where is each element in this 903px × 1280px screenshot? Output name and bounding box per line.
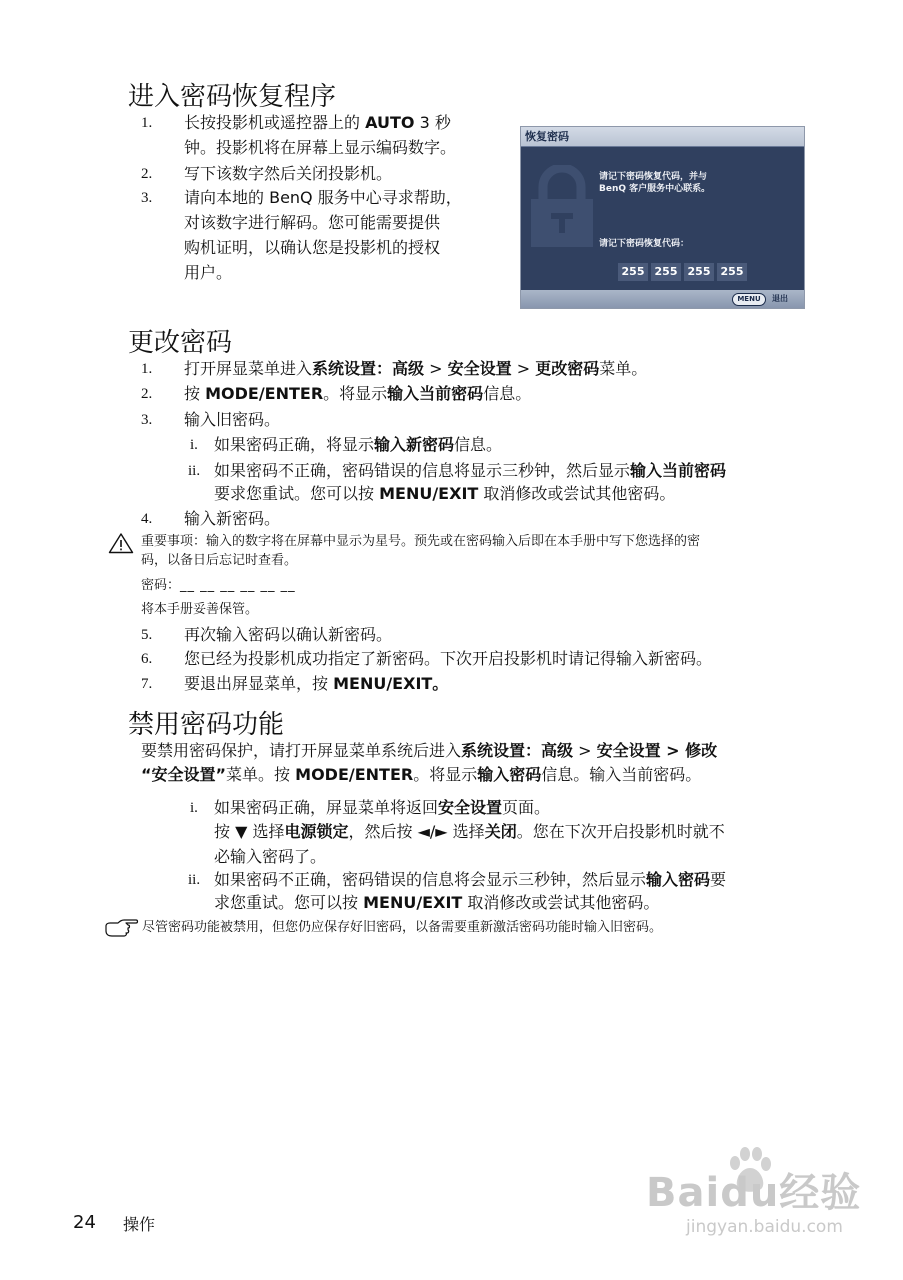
list-number: 4. [141, 511, 153, 527]
section-title-disable-password: 禁用密码功能 [128, 710, 285, 740]
sub-list-item: 如果密码正确，屏显菜单将返回安全设置页面。 [214, 798, 551, 817]
list-number: 3. [141, 412, 153, 428]
intro-line2: “安全设置”菜单。按 MODE/ENTER。将显示输入密码信息。输入当前密码。 [141, 765, 702, 784]
osd-divider [521, 146, 804, 147]
sub-list-item-continued: 必输入密码了。 [214, 847, 327, 866]
osd-code-4: 255 [717, 263, 747, 281]
sub-list-number: ii. [188, 463, 201, 479]
section-title-password-recovery: 进入密码恢复程序 [128, 82, 337, 112]
list-item: 输入旧密码。 [184, 410, 281, 429]
list-number: 7. [141, 676, 153, 692]
sub-list-number: ii. [188, 872, 201, 888]
osd-footer [521, 290, 804, 308]
osd-exit-label: 退出 [772, 294, 788, 303]
warning-icon [108, 532, 134, 554]
sub-list-item: 如果密码不正确，密码错误的信息将显示三秒钟，然后显示输入当前密码 [214, 461, 727, 480]
list-number: 1. [141, 361, 153, 377]
warning-text-line1: 重要事项：输入的数字将在屏幕中显示为星号。预先或在密码输入后即在本手册中写下您选择的密 [141, 534, 701, 549]
list-number: 2. [141, 166, 153, 182]
osd-code-label: 请记下密码恢复代码： [599, 239, 690, 249]
list-item: 按 MODE/ENTER。将显示输入当前密码信息。 [184, 384, 532, 403]
section-title-change-password: 更改密码 [128, 328, 233, 358]
list-item: 再次输入密码以确认新密码。 [184, 625, 393, 644]
list-number: 1. [141, 115, 153, 131]
keep-manual-note: 将本手册妥善保管。 [141, 602, 259, 617]
list-item: 打开屏显菜单进入系统设置：高级 > 安全设置 > 更改密码菜单。 [184, 359, 648, 378]
watermark-brand: Baidu经验 [646, 1170, 862, 1216]
list-item-continued: 对该数字进行解码。您可能需要提供 [184, 213, 441, 232]
password-write-field: 密码：__ __ __ __ __ __ [141, 578, 296, 593]
list-item-continued: 购机证明，以确认您是投影机的授权 [184, 238, 441, 257]
footer-section-name: 操作 [123, 1215, 156, 1234]
sub-list-item-continued: 求您重试。您可以按 MENU/EXIT 取消修改或尝试其他密码。 [214, 893, 660, 912]
sub-list-number: i. [190, 437, 198, 453]
list-item: 请向本地的 BenQ 服务中心寻求帮助， [184, 188, 462, 207]
sub-list-item: 如果密码不正确，密码错误的信息将会显示三秒钟，然后显示输入密码要 [214, 870, 727, 889]
sub-list-item-continued: 要求您重试。您可以按 MENU/EXIT 取消修改或尝试其他密码。 [214, 484, 676, 503]
osd-message-line2: BenQ 客户服务中心联系。 [599, 184, 711, 194]
list-item: 写下该数字然后关闭投影机。 [184, 164, 393, 183]
osd-code-1: 255 [618, 263, 648, 281]
intro-line1: 要禁用密码保护，请打开屏显菜单系统后进入系统设置：高级 > 安全设置 > 修改 [141, 741, 718, 760]
osd-code-2: 255 [651, 263, 681, 281]
osd-title: 恢复密码 [521, 127, 804, 146]
osd-message-line1: 请记下密码恢复代码，并与 [599, 172, 708, 182]
list-number: 5. [141, 627, 153, 643]
watermark-url: jingyan.baidu.com [686, 1217, 843, 1237]
list-item: 您已经为投影机成功指定了新密码。下次开启投影机时请记得输入新密码。 [184, 649, 713, 668]
list-number: 6. [141, 651, 153, 667]
list-item: 输入新密码。 [184, 509, 281, 528]
sub-list-number: i. [190, 800, 198, 816]
note-text: 尽管密码功能被禁用，但您仍应保存好旧密码，以备需要重新激活密码功能时输入旧密码。 [142, 920, 663, 935]
list-item-continued: 用户。 [184, 263, 233, 282]
list-number: 3. [141, 190, 153, 206]
page-number: 24 [73, 1212, 96, 1233]
osd-code-3: 255 [684, 263, 714, 281]
list-item-continued: 钟。投影机将在屏幕上显示编码数字。 [184, 138, 457, 157]
lock-icon [529, 165, 595, 249]
list-item: 长按投影机或遥控器上的 AUTO 3 秒 [184, 113, 451, 132]
sub-list-item-continued: 按 ▼ 选择电源锁定，然后按 ◄/► 选择关闭。您在下次开启投影机时就不 [214, 822, 725, 841]
list-item: 要退出屏显菜单，按 MENU/EXIT。 [184, 674, 449, 693]
list-number: 2. [141, 386, 153, 402]
pointing-hand-icon [104, 918, 140, 938]
osd-menu-button[interactable]: MENU [732, 293, 766, 306]
sub-list-item: 如果密码正确，将显示输入新密码信息。 [214, 435, 503, 454]
recover-password-osd [520, 126, 805, 309]
warning-text-line2: 码，以备日后忘记时查看。 [141, 553, 298, 568]
